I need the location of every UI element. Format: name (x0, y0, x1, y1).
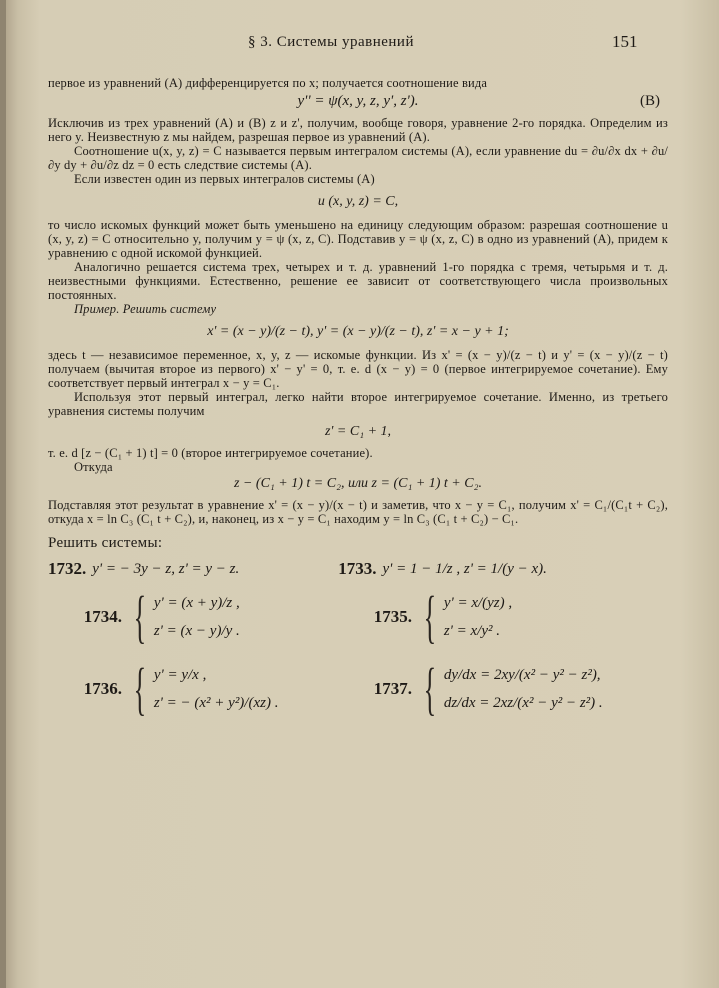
paragraph: Если известен один из первых интегралов системы (A) (74, 172, 375, 186)
example-heading: Пример. Решить систему (74, 302, 217, 316)
paragraph: Откуда (74, 460, 113, 474)
paragraph: то число искомых функций может быть уменьшено на единицу следующим образом: разрешая соотношение u (x, y, z) = C относительно y, получим y = ψ (x, z, C). Подставив y = ψ (x, z, C) в одно из уравнений (A), придем к уравнению с одной искомой функцией. (48, 218, 668, 260)
section-title: § 3. Системы уравнений (248, 34, 414, 50)
formula: z − (C₁ + 1) t = C₂, или z = (C₁ + 1) t + C₂. (234, 476, 482, 491)
system-equation: y' = (x + y)/z , (153, 595, 240, 611)
exercise-number: 1737. (373, 679, 412, 698)
exercise-number: 1736. (83, 679, 122, 698)
paragraph: первое из уравнений (A) дифференцируется по x; получается соотношение вида (48, 76, 488, 90)
paragraph: т. е. d [z − (C₁ + 1) t] = 0 (второе интегрируемое сочетание). (48, 446, 373, 460)
running-header (0, 32, 719, 56)
exercise-number: 1733. (338, 559, 377, 578)
system-equation: y' = y/x , (153, 667, 207, 683)
exercise-equation: y' = 1 − 1/z , z' = 1/(y − x). (382, 561, 547, 577)
paragraph: здесь t — независимое переменное, x, y, z — искомые функции. Из x' = (x − y)/(z − t) и y' = (x − y)/(z − t) получаем (вычитая второе из первого) x' − y' = 0, т. е. d (x − y) = 0 (первое интегрируемое сочетание). Ему соответствует первый интеграл x − y = C₁. (48, 348, 668, 390)
system-equation: z' = (x − y)/y . (153, 623, 240, 639)
brace-icon: { (133, 656, 147, 721)
page-number: 151 (612, 32, 638, 51)
formula-line (48, 92, 668, 114)
system-equation: z' = − (x² + y²)/(xz) . (153, 695, 279, 711)
exercise-system (338, 656, 668, 721)
system-equation: dy/dx = 2xy/(x² − y² − z²), (443, 667, 601, 683)
formula: z' = C₁ + 1, (324, 424, 392, 439)
formula: y'' = ψ(x, y, z, y', z'). (297, 93, 419, 109)
brace-icon: { (133, 584, 147, 649)
exercise-system (338, 584, 668, 649)
system-equation: dz/dx = 2xz/(x² − y² − z²) . (443, 695, 603, 711)
paragraph: Соотношение u(x, y, z) = C называется первым интегралом системы (A), если уравнение du = ∂u/∂x dx + ∂u/∂y dy + ∂u/∂z dz = 0 есть следствие системы (A). (48, 144, 668, 172)
brace-icon: { (423, 584, 437, 649)
exercise-number: 1734. (83, 607, 122, 626)
formula: u (x, y, z) = C, (317, 194, 399, 209)
system-equation: y' = x/(yz) , (443, 595, 513, 611)
exercise-system (48, 656, 338, 721)
equation-label: (B) (640, 93, 660, 109)
brace-icon: { (423, 656, 437, 721)
exercise-systems (48, 584, 668, 721)
page-gutter-shadow (0, 0, 6, 988)
page-body (48, 76, 668, 721)
exercise-system (48, 584, 338, 649)
exercises-heading: Решить системы: (48, 535, 163, 551)
paragraph: Используя этот первый интеграл, легко найти второе интегрируемое сочетание. Именно, из третьего уравнения системы получим (48, 390, 668, 418)
paragraph: Исключив из трех уравнений (A) и (B) z и z', получим, вообще говоря, уравнение 2-го порядка. Определим из него y. Неизвестную z мы найдем, разрешая первое из уравнений (A). (48, 116, 668, 144)
formula: x' = (x − y)/(z − t), y' = (x − y)/(z − t), z' = x − y + 1; (207, 324, 509, 339)
exercise-number: 1732. (48, 559, 87, 578)
system-equation: z' = x/y² . (443, 623, 500, 639)
paragraph: Аналогично решается система трех, четырех и т. д. уравнений 1-го порядка с тремя, четырьмя и т. д. неизвестными функциями. Естественно, решение ее зависит от соответствующего числа произвольных постоянных. (48, 260, 668, 302)
exercise-row (48, 556, 668, 582)
exercise-equation: y' = − 3y − z, z' = y − z. (92, 561, 240, 577)
exercise-number: 1735. (373, 607, 412, 626)
paragraph: Подставляя этот результат в уравнение x' = (x − y)/(x − t) и заметив, что x − y = C₁, получим x' = C₁/(C₁t + C₂), откуда x = ln C₃ (C₁ t + C₂), и, наконец, из x − y = C₁ находим y = ln C₃ (C₁ t + C₂) − C₁. (48, 498, 668, 526)
